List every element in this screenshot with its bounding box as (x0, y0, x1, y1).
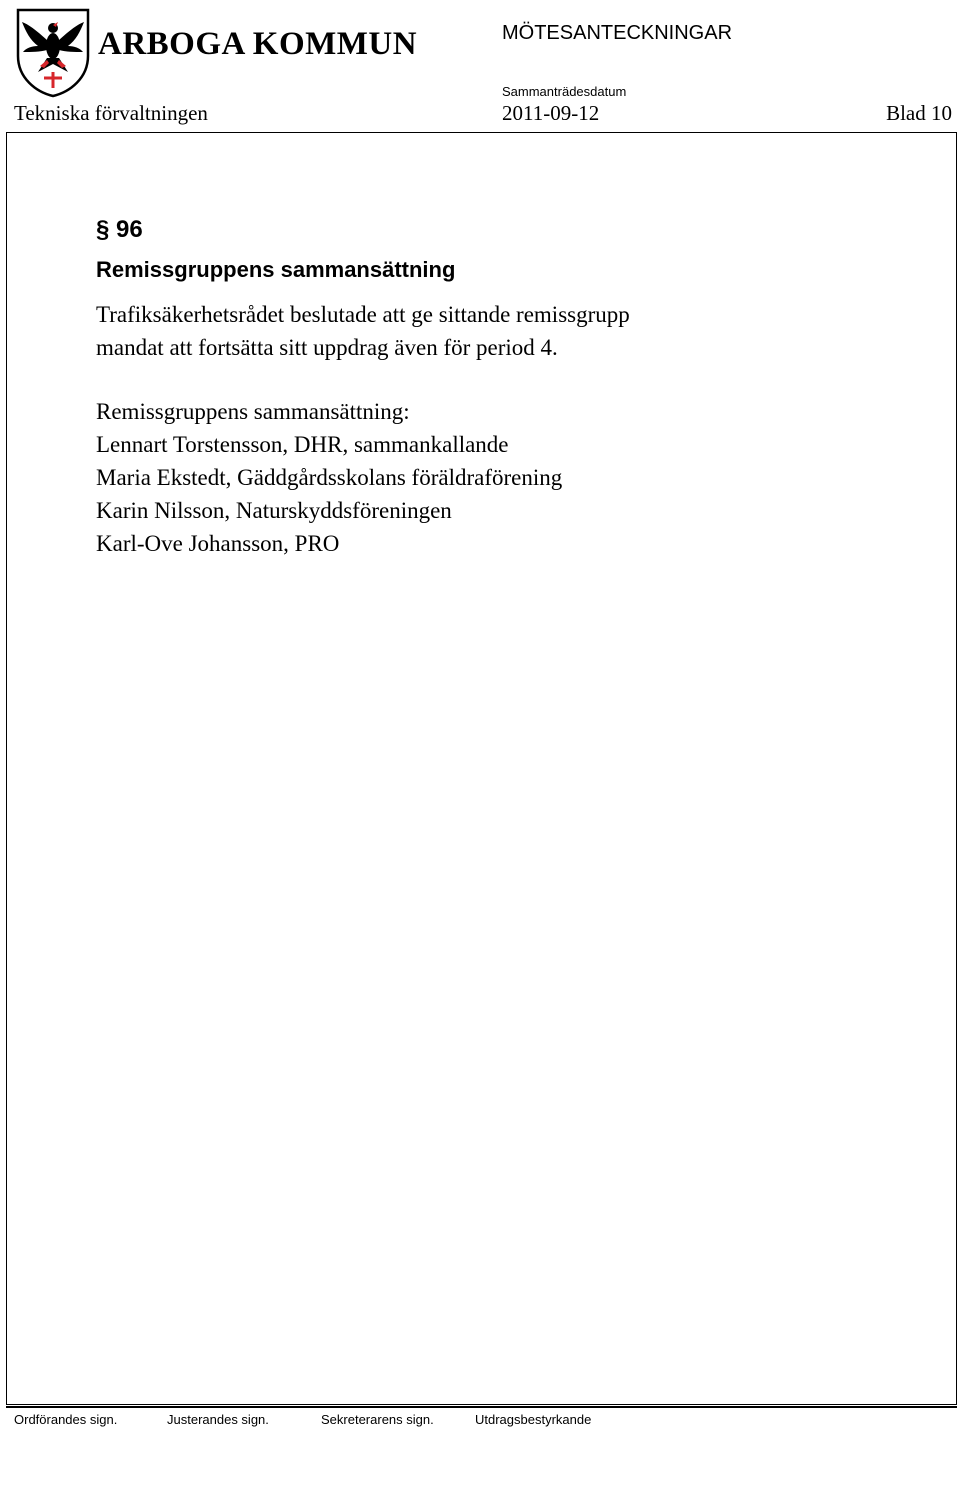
section-title: Remissgruppens sammansättning (96, 257, 456, 282)
member-item: Maria Ekstedt, Gäddgårdsskolans föräldraförening (96, 465, 563, 490)
members-heading: Remissgruppens sammansättning: (96, 399, 410, 424)
page-number: Blad 10 (886, 101, 952, 125)
department-name: Tekniska förvaltningen (14, 101, 208, 125)
municipality-name: ARBOGA KOMMUN (98, 26, 418, 62)
member-item: Karin Nilsson, Naturskyddsföreningen (96, 498, 452, 523)
decision-line: Trafiksäkerhetsrådet beslutade att ge sittande remissgrupp (96, 302, 630, 327)
extract-certification-label: Utdragsbestyrkande (475, 1412, 592, 1427)
decision-text (96, 298, 816, 364)
adjuster-signature-label: Justerandes sign. (167, 1412, 269, 1427)
members-list (96, 395, 856, 560)
footer-divider (6, 1406, 957, 1408)
chair-signature-label: Ordförandes sign. (14, 1412, 118, 1427)
meeting-date: 2011-09-12 (502, 101, 600, 125)
secretary-signature-label: Sekreterarens sign. (321, 1412, 434, 1427)
member-item: Karl-Ove Johansson, PRO (96, 531, 340, 556)
member-item: Lennart Torstensson, DHR, sammankallande (96, 432, 509, 457)
section-number: § 96 (96, 216, 143, 243)
municipality-logo (14, 6, 418, 98)
meeting-date-label: Sammanträdesdatum (502, 84, 627, 99)
coat-of-arms-icon (14, 6, 92, 98)
document-type: MÖTESANTECKNINGAR (502, 22, 733, 44)
decision-line: mandat att fortsätta sitt uppdrag även för period 4. (96, 335, 558, 360)
